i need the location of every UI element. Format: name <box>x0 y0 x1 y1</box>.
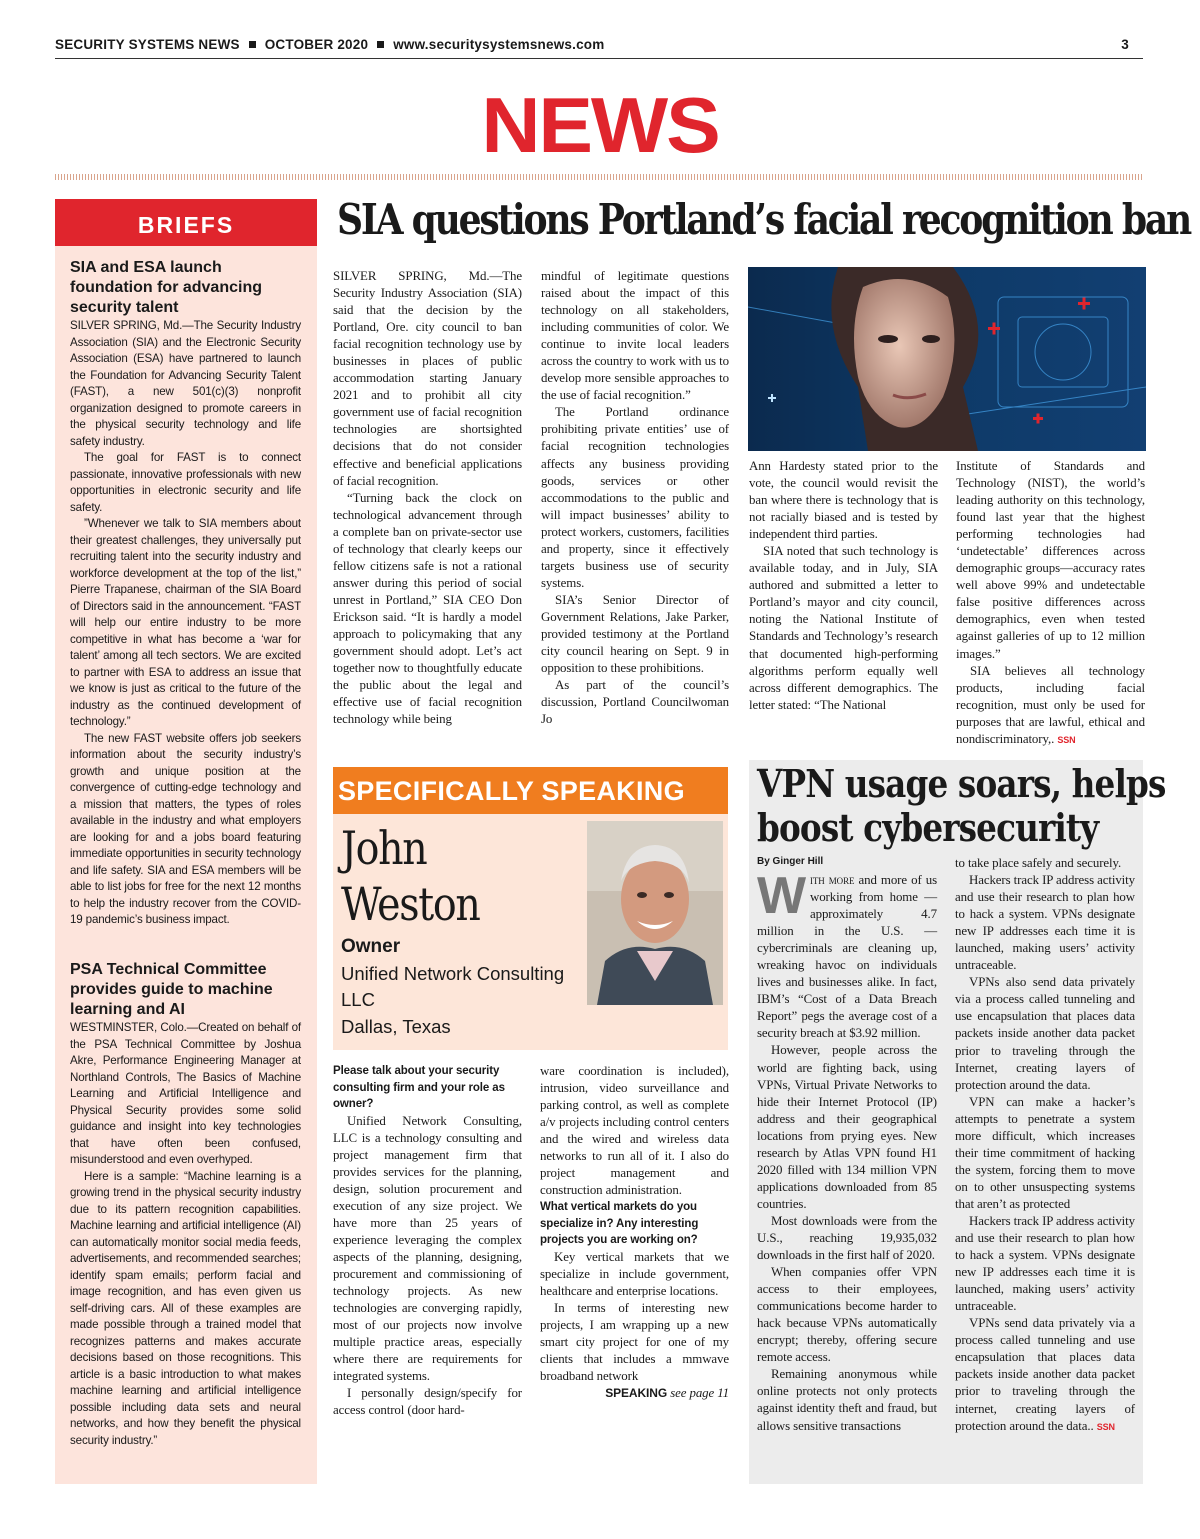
section-title: NEWS <box>481 81 719 169</box>
brief-paragraph: The goal for FAST is to connect passionate, innovative professionals with new opportunities in electronic security and life safety. <box>70 451 301 514</box>
article-paragraph: However, people across the world are fighting back, using VPNs, Virtual Private Networks to hide their Internet Protocol (IP) address and their geographical locations from prying eyes. New research by Atlas VPN found H1 2020 filled with 134 million VPN applications downloaded from 85 countries. <box>757 1043 937 1211</box>
vpn-column-1 <box>757 867 938 1435</box>
brief-paragraph: SILVER SPRING, Md.—The Security Industry Association (SIA) and the Electronic Security Association (ESA) have partnered to launch the Foundation for Advancing Security Talent (FAST), a new 501(c)(3) nonprofit organization designed to promote careers in the physical security technology and life safety industry. <box>70 319 301 448</box>
ssn-end-mark: SSN <box>1057 734 1076 745</box>
interview-column-2 <box>540 1063 729 1402</box>
interview-column-1 <box>333 1063 522 1419</box>
article-paragraph: to take place safely and securely. <box>955 856 1122 870</box>
article-paragraph <box>757 867 938 1042</box>
interview-answer: In terms of interesting new projects, I am wrapping up a new smart city project for one of my clients that includes a mmwave broadband network <box>540 1301 729 1384</box>
vpn-headline <box>757 761 1166 850</box>
profile-company-suffix: LLC <box>341 989 375 1010</box>
profile-last-name: Weston <box>341 877 480 931</box>
briefs-header: BRIEFS <box>55 199 317 246</box>
page-number: 3 <box>1121 37 1129 52</box>
article-paragraph: When companies offer VPN access to their employees, communications become harder to hack because VPNs automatically encrypt; thereby, offering secure remote access. <box>757 1265 937 1365</box>
interview-question: Please talk about your security consulting firm and your role as owner? <box>333 1065 505 1110</box>
jump-line[interactable] <box>540 1385 729 1402</box>
article-paragraph: Ann Hardesty stated prior to the vote, the council would revisit the ban where there is technology that is not racially biased and is tested by independent third parties. <box>749 459 938 542</box>
vpn-headline-line: VPN usage soars, helps <box>757 761 1166 806</box>
profile-name <box>341 820 480 932</box>
dropcap: W <box>757 867 806 925</box>
brief-paragraph: Here is a sample: “Machine learning is a growing trend in the physical security industry due to its pattern recognition capabilities. Machine learning and artificial intelligence (AI) can automatically monitor social media feeds, advertisements, and recommended searches; identify spam emails; perform facial and image recognition, and has even given us self-driving cars. All of these examples are made possible through a trained model that recognizes patterns and makes accurate decisions based on those recognitions. This article is a basic introduction to what makes machine learning and artificial intelligence possible including data sets and neural networks, and how they benefit the physical security industry.” <box>70 1169 301 1447</box>
article-paragraph: SILVER SPRING, Md.—The Security Industry Association (SIA) said that the decision by the Portland, Ore. city council to ban facial recognition technology use by businesses in places of public accommodation starting January 2021 and to prohibit all city government use of facial recognition technologies are shortsighted decisions that do not consider effective and beneficial applications of facial recognition. <box>333 269 522 488</box>
website-url[interactable]: www.securitysystemsnews.com <box>393 37 605 52</box>
sia-column-2 <box>541 268 729 728</box>
profile-location: Dallas, Texas <box>341 1015 451 1037</box>
article-paragraph: As part of the council’s discussion, Portland Councilwoman Jo <box>541 678 729 727</box>
interview-answer: Unified Network Consulting, LLC is a technology consulting and project management firm that provides services for the planning, design, solution procurement and execution of any size project. We have more than 25 years of experience leveraging the complex aspects of the planning, designing, procurement and commissioning of technology projects. As new technologies are converging rapidly, most of our projects now involve multiple practice areas, especially where there are requirements for integrated systems. <box>333 1113 522 1384</box>
brief-paragraph: ”Whenever we talk to SIA members about their greatest challenges, they universally put recruiting talent into the security industry and workforce development at the top of the list,” Pierre Trapanese, chairman of the SIA Board of Directors said in the announcement. “FAST will help our entire industry to be more competitive in what has become a ‘war for talent’ among all tech sectors. We are excited to partner with ESA to address an issue that we know is just as critical to the future of the industry as the continued development of technology.” <box>70 517 301 728</box>
article-paragraph: “Turning back the clock on technological advancement through a complete ban on private-sector use of technology that clearly keeps our fellow citizens safe is not a rational answer during this period of social unrest in Portland,” SIA CEO Don Erickson said. “It is hardly a model approach to policymaking that any government should adopt. Let’s act together now to thoughtfully educate the public about the legal and effective use of facial recognition technology while being <box>333 490 522 727</box>
brief-paragraph: The new FAST website offers job seekers information about the security industry’s growth and unique position at the convergence of cutting-edge technology and a mission that matters, the types of roles available in the industry and what employers are looking for and a jobs board featuring immediate opportunities in security technology and life safety. SIA and ESA members will be able to list jobs for free for the next 12 months to help the industry recover from the COVID-19 pandemic’s business impact. <box>70 731 301 926</box>
facial-recognition-photo <box>748 267 1146 451</box>
profile-company: Unified Network Consulting <box>341 962 565 984</box>
publication-name: SECURITY SYSTEMS NEWS <box>55 37 240 52</box>
article-text: and more of us working from home — approximately 4.7 million in the U.S. — cybercriminals are cleaning up, wreaking havoc on individuals lives and businesses alike. In fact, IBM’s “Cost of a Data Breach Report” pegs the average cost of a security breach at $3.92 million. <box>757 873 938 1041</box>
article-paragraph: The Portland ordinance prohibiting private entities’ use of facial recognition technologies affects any business providing goods, services or other accommodations to the public and will impact businesses’ ability to protect workers, customers, facilities and property, since it effectively targets business use of security systems. <box>541 405 729 590</box>
brief-title: SIA and ESA launch foundation for advancing security talent <box>70 259 262 316</box>
article-paragraph: Institute of Standards and Technology (NIST), the world’s leading authority on this technology, found last year that the highest performing technologies had ‘undetectable’ differences across demographic groups—accuracy rates well above 99% and undetectable false positive differences across demographics, even when tested against galleries of up to 12 million images.” <box>956 459 1145 661</box>
profile-portrait <box>587 821 723 1005</box>
brief-paragraph: WESTMINSTER, Colo.—Created on behalf of the PSA Technical Committee by Joshua Akre, Performance Engineering Manager at Northland Controls, The Basics of Machine Learning and Artificial Intelligence and Physical Security provides some solid guidance and insight into key technologies that have often been confused, misunderstood and even overhyped. <box>70 1021 301 1166</box>
ssn-end-mark: SSN <box>1096 1421 1115 1432</box>
sia-headline: SIA questions Portland’s facial recognition ban <box>337 195 1191 244</box>
masthead <box>55 37 1143 57</box>
vpn-column-2 <box>955 855 1135 1436</box>
sia-column-1 <box>333 268 522 728</box>
separator-square-icon <box>377 41 384 48</box>
sia-column-3 <box>749 458 938 714</box>
interview-question: What vertical markets do you specialize in? Any interesting projects you are working on? <box>540 1201 699 1247</box>
article-text: VPNs send data privately via a process called tunneling and use encapsulation that places data packets inside another data packet prior to traveling through the internet, creating layers of protection around the data.. <box>955 1316 1135 1433</box>
interview-answer: Key vertical markets that we specialize in include government, healthcare and enterprise locations. <box>540 1249 729 1298</box>
jump-label: SPEAKING <box>605 1386 668 1401</box>
face-scan-illustration <box>748 267 1146 451</box>
article-paragraph <box>956 663 1145 749</box>
article-paragraph <box>955 1315 1135 1435</box>
article-paragraph: SIA noted that such technology is available today, and in July, SIA authored and submitted a letter to Portland’s mayor and city council, noting the National Institute of Standards and Technology’s research that documented high-performing algorithms perform equally well across different demographics. The letter stated: “The National <box>749 544 938 712</box>
brief-title: PSA Technical Committee provides guide to machine learning and AI <box>70 961 273 1018</box>
vpn-headline-line: boost cybersecurity <box>757 805 1099 850</box>
lead-in: ith more <box>809 873 855 887</box>
article-paragraph: Hackers track IP address activity and use their research to plan how to hack a system. VPNs designate new IP addresses each time it is launched, making users’ activity untraceable. <box>955 873 1135 973</box>
brief-item-sia-esa <box>70 258 301 929</box>
article-paragraph: VPN can make a hacker’s attempts to penetrate a system more difficult, which increases their time commitment of hacking the system, forcing them to move on to other unsuspecting systems that aren’t as protected <box>955 1094 1135 1211</box>
interview-answer: I personally design/specify for access control (door hard- <box>333 1386 522 1418</box>
header-rule <box>55 58 1143 59</box>
article-text: SIA believes all technology products, including facial recognition, must only be used for purposes that are lawful, ethical and nondiscriminatory,. <box>956 663 1145 746</box>
profile-first-name: John <box>341 821 427 875</box>
article-paragraph: Most downloads were from the U.S., reaching 19,935,032 downloads in the first half of 2020. <box>757 1213 937 1263</box>
dotted-divider <box>55 174 1143 180</box>
article-paragraph: VPNs also send data privately via a process called tunneling and use encapsulation that places data packets inside another data packet prior to traveling through the Internet, creating layers of protection around the data. <box>955 975 1135 1092</box>
profile-details <box>341 933 564 1040</box>
portrait-illustration <box>587 821 723 1005</box>
jump-page: see page 11 <box>670 1386 729 1401</box>
specifically-speaking-banner: SPECIFICALLY SPEAKING <box>333 767 728 814</box>
article-paragraph: Remaining anonymous while online protects not only protects against identity theft and fraud, but allows sensitive transactions <box>757 1367 937 1433</box>
vpn-byline: By Ginger Hill <box>757 856 824 867</box>
brief-item-psa <box>70 960 301 1449</box>
sia-column-4 <box>956 458 1145 749</box>
article-paragraph: SIA’s Senior Director of Government Relations, Jake Parker, provided testimony at the Portland city council hearing on Sept. 9 in opposition to these prohibitions. <box>541 592 729 676</box>
issue-date: OCTOBER 2020 <box>264 37 369 52</box>
article-paragraph: mindful of legitimate questions raised about the impact of this technology on all stakeholders, including communities of color. We continue to invite local leaders across the country to work with us to develop more sensible approaches to the use of facial recognition.” <box>541 269 729 403</box>
interview-answer: ware coordination is included), intrusion, video surveillance and parking control, as well as complete a/v projects including control centers and the wired and wireless data networks to run all of it. I also do project management and construction administration. <box>540 1064 729 1198</box>
separator-square-icon <box>249 41 256 48</box>
article-paragraph: Hackers track IP address activity and use their research to plan how to hack a system. VPNs designate new IP addresses each time it is launched, making users’ activity untraceable. <box>955 1213 1135 1314</box>
profile-title: Owner <box>341 936 401 957</box>
